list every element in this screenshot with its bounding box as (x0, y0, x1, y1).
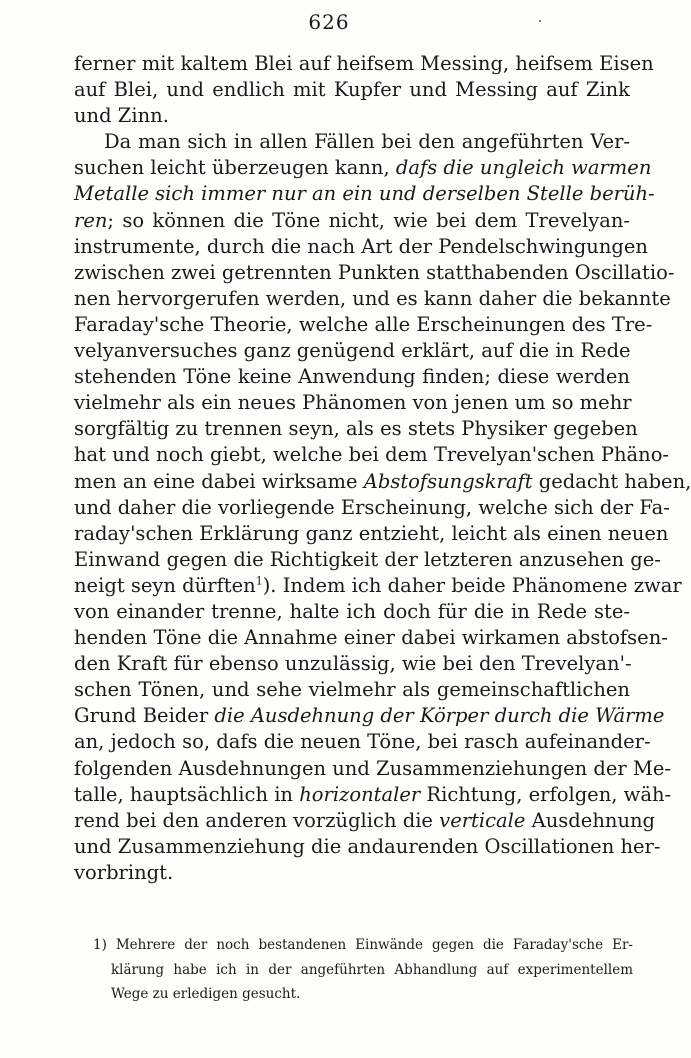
text-line (74, 442, 670, 468)
text-line (74, 364, 630, 390)
emphasis-run: Metalle sich immer nur an ein und derselben Stelle berüh- (74, 182, 655, 206)
body-text (74, 51, 691, 886)
emphasis-run: die Ausdehnung der Körper durch die Wärme (214, 704, 665, 728)
text-line (74, 599, 630, 625)
text-line (74, 181, 655, 207)
text-line (74, 416, 638, 442)
text-line (74, 51, 654, 77)
emphasis-run: dafs die ungleich warmen (395, 156, 652, 180)
text-line (74, 338, 630, 364)
text-line (74, 103, 630, 129)
text-line (74, 208, 630, 234)
text-line (74, 547, 661, 573)
text-run: Einwand gegen die Richtigkeit der letzteren anzusehen ge- (74, 547, 661, 571)
text-line (74, 860, 630, 886)
text-run: ; so können die Töne nicht, wie bei dem Trevelyan- (107, 208, 630, 232)
text-line (74, 77, 630, 103)
text-run: folgenden Ausdehnungen und Zusammenziehungen der Me- (74, 756, 672, 780)
text-line (74, 677, 630, 703)
text-run: henden Töne die Annahme einer dabei wirkamen abstofsen- (74, 626, 668, 650)
emphasis-run: ren (74, 208, 108, 232)
text-line (74, 312, 653, 338)
text-line (74, 782, 672, 808)
text-line (74, 129, 630, 155)
footnote-line: klärung habe ich in der angeführten Abhandlung auf experimentellem (111, 961, 633, 978)
text-run: schen Tönen, und sehe vielmehr als gemeinschaftlichen (74, 678, 630, 702)
text-run: men an eine dabei wirksame (74, 469, 364, 493)
text-run: talle, hauptsächlich in (74, 782, 300, 806)
text-run: Richtung, erfolgen, wäh- (420, 782, 672, 806)
text-run: von einander trenne, halte ich doch für die in Rede ste- (74, 599, 630, 623)
text-line (74, 286, 671, 312)
text-run: rend bei den anderen vorzüglich die (74, 808, 440, 832)
text-line (74, 469, 691, 495)
text-run: nen hervorgerufen werden, und es kann daher die bekannte (74, 286, 671, 310)
text-run: zwischen zwei getrennten Punkten statthabenden Oscillatio- (74, 260, 675, 284)
footnote-reference: 1 (255, 574, 263, 588)
text-line (74, 260, 675, 286)
text-line (74, 756, 672, 782)
page-number: 626 (308, 10, 350, 34)
text-run: vielmehr als ein neues Phänomen von jenen um so mehr (74, 391, 632, 415)
text-run: ferner mit kaltem Blei auf heifsem Messing, heifsem Eisen (74, 52, 654, 75)
text-line (74, 155, 652, 181)
text-run: stehenden Töne keine Anwendung finden; diese werden (74, 365, 630, 389)
text-run: Grund Beider (74, 704, 215, 728)
text-run: instrumente, durch die nach Art der Pendelschwingungen (74, 234, 648, 258)
footnote-line: Wege zu erledigen gesucht. (111, 986, 301, 1003)
text-run: auf Blei, und endlich mit Kupfer und Messing auf Zink (74, 78, 630, 102)
emphasis-run: verticale (439, 808, 526, 832)
text-run: Faraday'sche Theorie, welche alle Erscheinungen des Tre- (74, 312, 653, 336)
text-run: den Kraft für ebenso unzulässig, wie bei den Trevelyan'- (74, 652, 632, 676)
text-line (74, 834, 661, 860)
footnote-line: 1) Mehrere der noch bestandenen Einwände gegen die Faraday'sche Er- (93, 937, 633, 953)
text-run: gedacht haben, (532, 469, 691, 493)
text-run: vorbringt. (74, 860, 174, 884)
text-run: Da man sich in allen Fällen bei den angeführten Ver- (104, 130, 630, 154)
footnote (93, 933, 633, 1007)
text-run: und daher die vorliegende Erscheinung, welche sich der Fa- (74, 495, 670, 519)
text-line (74, 703, 665, 729)
text-line (74, 573, 682, 599)
text-line (74, 808, 656, 834)
text-run: hat und noch giebt, welche bei dem Trevelyan'schen Phäno- (74, 443, 670, 467)
text-run: raday'schen Erklärung ganz entzieht, leicht als einen neuen (74, 521, 669, 545)
text-run: und Zusammenziehung die andaurenden Oscillationen her- (74, 834, 661, 858)
text-run: Ausdehnung (525, 808, 656, 832)
text-run: sorgfältig zu trennen seyn, als es stets Physiker gegeben (74, 417, 638, 441)
text-line (74, 521, 669, 547)
text-run: an, jedoch so, dafs die neuen Töne, bei rasch aufeinander- (74, 730, 651, 754)
emphasis-run: horizontaler (299, 782, 421, 806)
text-run: ). Indem ich daher beide Phänomene zwar (262, 573, 682, 597)
text-run: velyanversuches ganz genügend erklärt, auf die in Rede (74, 339, 631, 363)
text-line (74, 390, 630, 416)
text-line (74, 495, 670, 521)
text-line (74, 234, 648, 260)
ink-speck (539, 20, 541, 22)
text-line (74, 625, 668, 651)
text-line (74, 729, 651, 755)
text-run: und Zinn. (74, 104, 169, 128)
emphasis-run: Abstofsungskraft (363, 469, 533, 493)
text-run: neigt seyn dürften (74, 573, 256, 597)
text-line (74, 651, 630, 677)
text-run: suchen leicht überzeugen kann, (74, 156, 396, 180)
